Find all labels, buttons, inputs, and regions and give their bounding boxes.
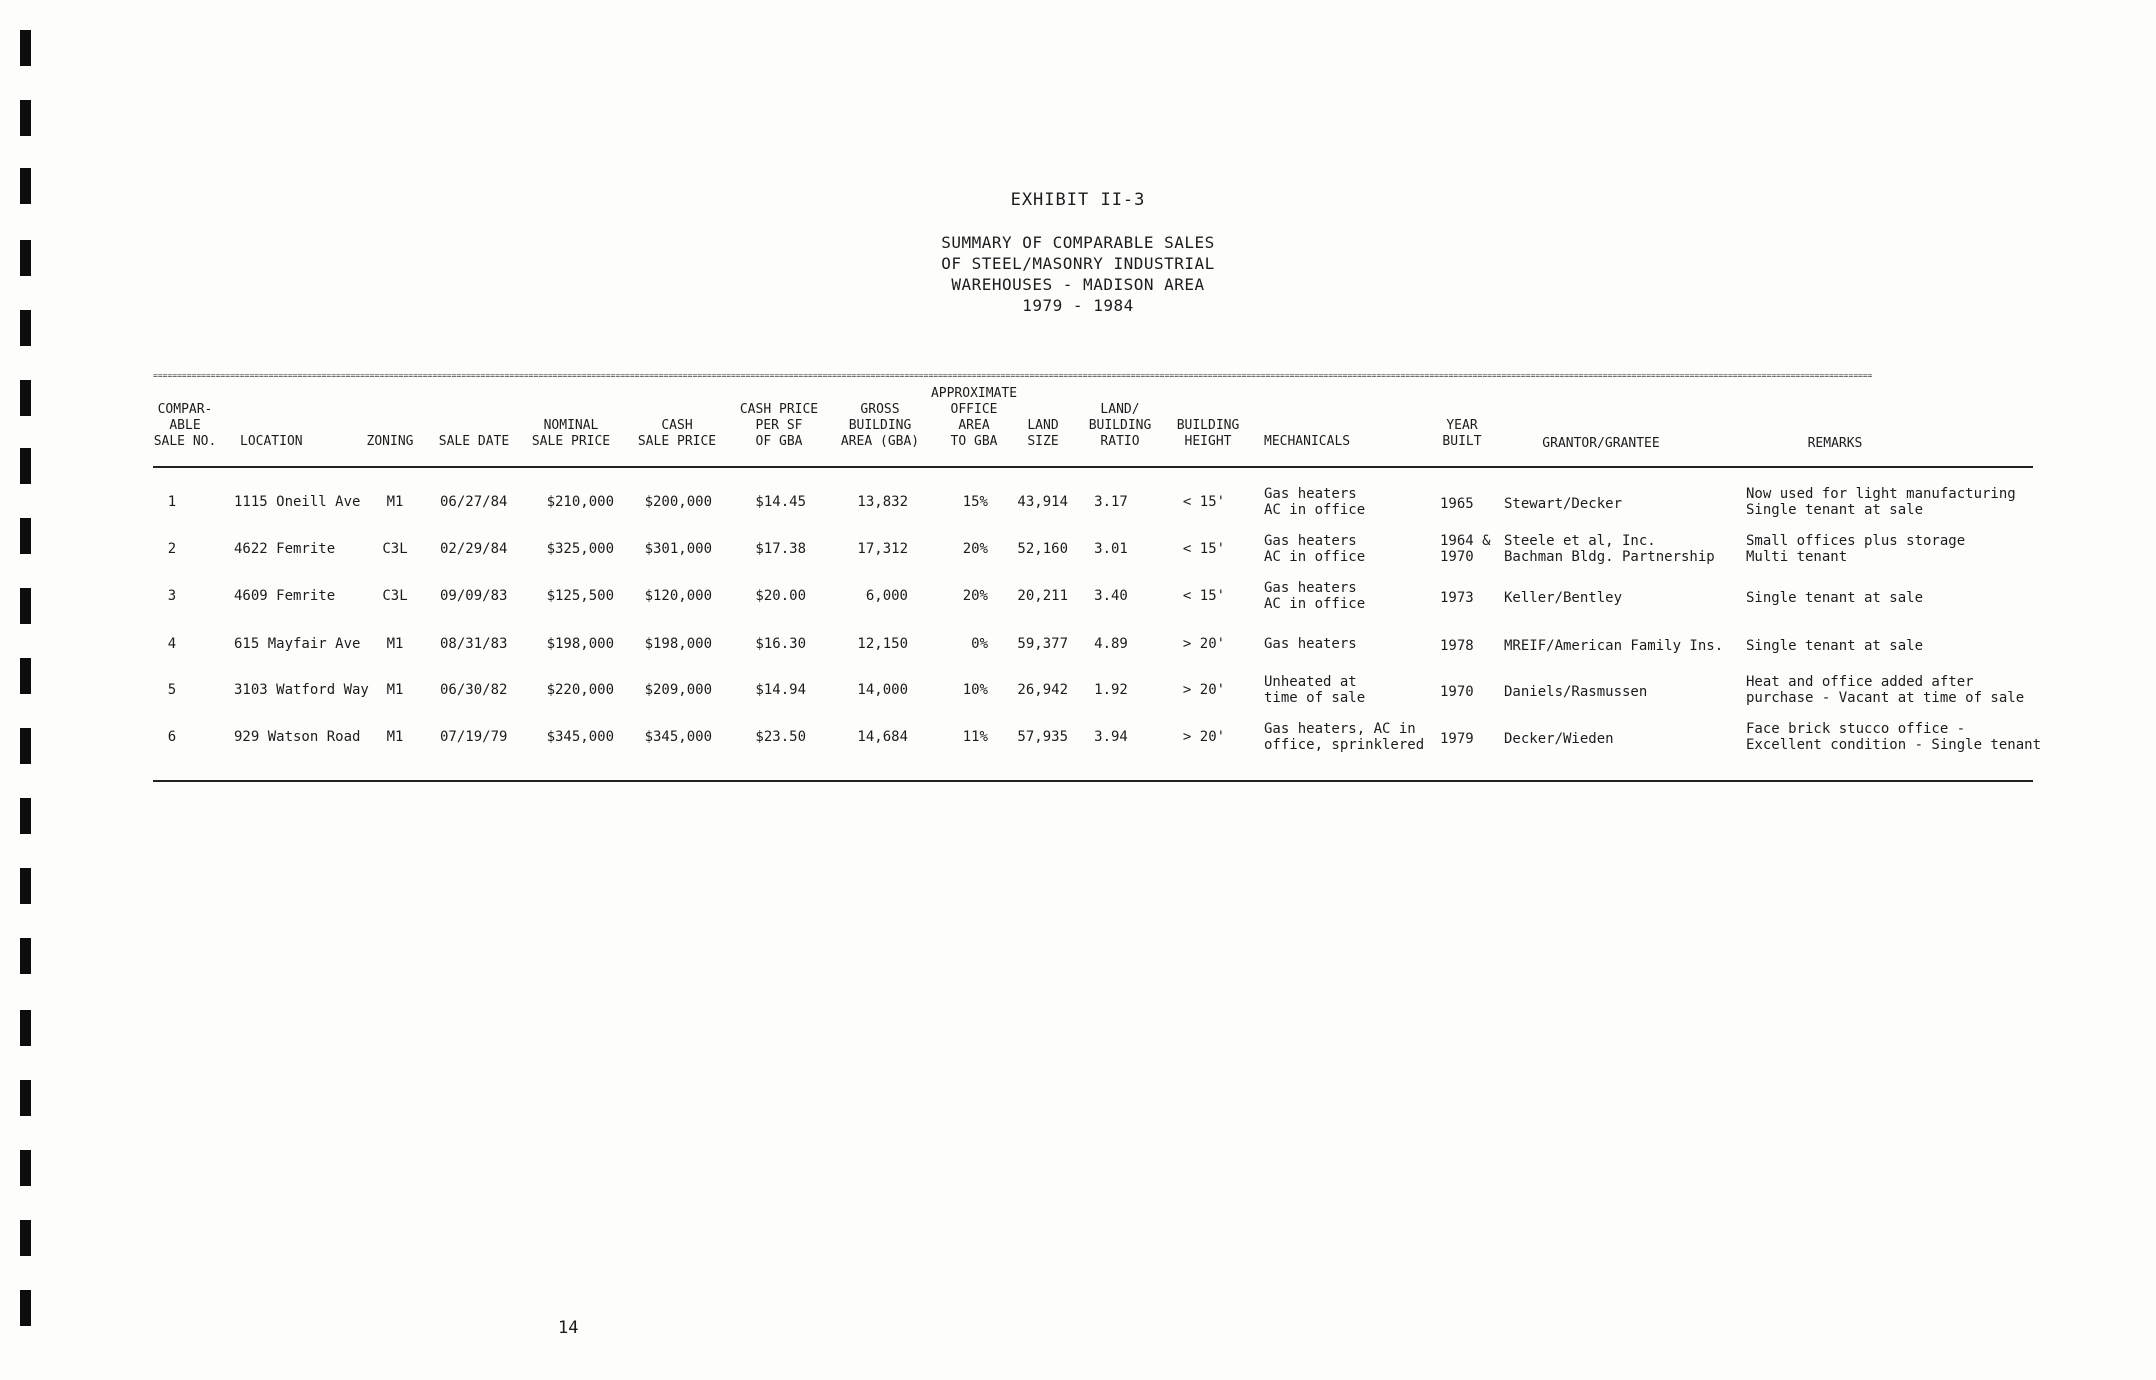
binding-mark (20, 658, 31, 694)
table-cell-0-10: 3.17 (1094, 494, 1128, 510)
title-line-4: 1979 - 1984 (1022, 296, 1134, 315)
table-cell-3-2: M1 (386, 636, 404, 652)
table-cell-2-12: Gas heaters AC in office (1264, 580, 1366, 612)
table-cell-3-13: 1978 (1440, 638, 1474, 654)
table-cell-2-0: 3 (167, 588, 177, 604)
table-cell-3-7: 12,150 (857, 636, 908, 652)
column-header-12: MECHANICALS (1264, 434, 1351, 449)
table-cell-0-4: $210,000 (546, 494, 614, 510)
table-cell-4-15: Heat and office added after purchase - Vacant at time of sale (1746, 674, 2025, 706)
table-cell-5-12: Gas heaters, AC in office, sprinklered (1264, 721, 1425, 753)
table-cell-5-6: $23.50 (755, 729, 806, 745)
table-cell-1-5: $301,000 (644, 541, 712, 557)
table-cell-1-3: 02/29/84 (440, 541, 508, 557)
table-cell-2-2: C3L (382, 588, 408, 604)
column-header-5: CASH SALE PRICE (637, 418, 717, 449)
table-cell-0-12: Gas heaters AC in office (1264, 486, 1366, 518)
table-cell-4-13: 1970 (1440, 684, 1474, 700)
table-cell-3-10: 4.89 (1094, 636, 1128, 652)
binding-mark (20, 1080, 31, 1116)
table-cell-5-15: Face brick stucco office - Excellent condition - Single tenant (1746, 721, 2042, 753)
table-cell-2-6: $20.00 (755, 588, 806, 604)
table-cell-3-3: 08/31/83 (440, 636, 508, 652)
table-cell-1-8: 20% (962, 541, 988, 557)
column-header-9: LAND SIZE (1027, 418, 1059, 449)
column-header-11: BUILDING HEIGHT (1176, 418, 1240, 449)
table-cell-0-0: 1 (167, 494, 177, 510)
column-header-3: SALE DATE (438, 434, 510, 449)
binding-mark (20, 938, 31, 974)
table-cell-2-7: 6,000 (865, 588, 908, 604)
table-cell-3-0: 4 (167, 636, 177, 652)
table-cell-1-15: Small offices plus storage Multi tenant (1746, 533, 1966, 565)
table-cell-2-3: 09/09/83 (440, 588, 508, 604)
table-bottom-rule (153, 780, 2033, 782)
table-cell-0-11: < 15' (1182, 494, 1226, 510)
table-cell-5-5: $345,000 (644, 729, 712, 745)
table-cell-2-8: 20% (962, 588, 988, 604)
table-cell-3-5: $198,000 (644, 636, 712, 652)
table-cell-4-3: 06/30/82 (440, 682, 508, 698)
table-cell-3-6: $16.30 (755, 636, 806, 652)
table-cell-1-9: 52,160 (1017, 541, 1068, 557)
table-cell-5-2: M1 (386, 729, 404, 745)
table-cell-5-9: 57,935 (1017, 729, 1068, 745)
header-bottom-rule (153, 466, 2033, 468)
binding-mark (20, 588, 31, 624)
table-cell-3-4: $198,000 (546, 636, 614, 652)
table-cell-1-11: < 15' (1182, 541, 1226, 557)
table-cell-3-1: 615 Mayfair Ave (234, 636, 361, 652)
table-cell-2-14: Keller/Bentley (1504, 590, 1623, 606)
table-cell-0-2: M1 (386, 494, 404, 510)
table-cell-1-0: 2 (167, 541, 177, 557)
title-line-1: SUMMARY OF COMPARABLE SALES (941, 233, 1215, 252)
table-cell-3-11: > 20' (1182, 636, 1226, 652)
table-cell-0-15: Now used for light manufacturing Single tenant at sale (1746, 486, 2016, 518)
table-cell-4-11: > 20' (1182, 682, 1226, 698)
binding-mark (20, 1010, 31, 1046)
title-line-3: WAREHOUSES - MADISON AREA (951, 275, 1205, 294)
binding-mark (20, 30, 31, 66)
page-number: 14 (558, 1318, 579, 1338)
binding-mark (20, 728, 31, 764)
binding-mark (20, 1220, 31, 1256)
table-cell-4-8: 10% (962, 682, 988, 698)
column-header-2: ZONING (366, 434, 414, 449)
table-cell-3-14: MREIF/American Family Ins. (1504, 638, 1724, 654)
binding-mark (20, 868, 31, 904)
binding-mark (20, 100, 31, 136)
table-cell-1-2: C3L (382, 541, 408, 557)
column-header-10: LAND/ BUILDING RATIO (1088, 402, 1152, 449)
table-cell-5-4: $345,000 (546, 729, 614, 745)
table-cell-0-9: 43,914 (1017, 494, 1068, 510)
table-cell-2-10: 3.40 (1094, 588, 1128, 604)
table-cell-1-6: $17.38 (755, 541, 806, 557)
column-header-0: COMPAR- ABLE SALE NO. (153, 402, 217, 449)
table-cell-2-5: $120,000 (644, 588, 712, 604)
column-header-14: GRANTOR/GRANTEE (1542, 436, 1660, 451)
binding-mark (20, 448, 31, 484)
binding-mark (20, 1150, 31, 1186)
table-cell-1-14: Steele et al, Inc. Bachman Bldg. Partnership (1504, 533, 1715, 565)
table-cell-4-9: 26,942 (1017, 682, 1068, 698)
table-cell-4-2: M1 (386, 682, 404, 698)
table-cell-5-11: > 20' (1182, 729, 1226, 745)
table-cell-3-8: 0% (971, 636, 988, 652)
table-cell-3-9: 59,377 (1017, 636, 1068, 652)
table-cell-1-12: Gas heaters AC in office (1264, 533, 1366, 565)
column-header-15: REMARKS (1807, 436, 1863, 451)
table-cell-4-12: Unheated at time of sale (1264, 674, 1366, 706)
table-cell-0-3: 06/27/84 (440, 494, 508, 510)
table-cell-1-10: 3.01 (1094, 541, 1128, 557)
table-cell-5-13: 1979 (1440, 731, 1474, 747)
table-cell-0-1: 1115 Oneill Ave (234, 494, 361, 510)
table-cell-2-4: $125,500 (546, 588, 614, 604)
table-cell-4-14: Daniels/Rasmussen (1504, 684, 1648, 700)
table-cell-5-14: Decker/Wieden (1504, 731, 1614, 747)
title-line-2: OF STEEL/MASONRY INDUSTRIAL (941, 254, 1215, 273)
binding-mark (20, 380, 31, 416)
table-cell-4-1: 3103 Watford Way (234, 682, 369, 698)
table-cell-2-13: 1973 (1440, 590, 1474, 606)
table-cell-4-0: 5 (167, 682, 177, 698)
column-header-4: NOMINAL SALE PRICE (531, 418, 611, 449)
table-cell-0-5: $200,000 (644, 494, 712, 510)
table-cell-5-0: 6 (167, 729, 177, 745)
table-cell-5-8: 11% (962, 729, 988, 745)
table-cell-0-8: 15% (962, 494, 988, 510)
table-cell-2-1: 4609 Femrite (234, 588, 336, 604)
table-cell-5-3: 07/19/79 (440, 729, 508, 745)
column-header-1: LOCATION (240, 434, 303, 449)
column-header-13: YEAR BUILT (1442, 418, 1482, 449)
column-header-6: CASH PRICE PER SF OF GBA (739, 402, 819, 449)
table-cell-4-10: 1.92 (1094, 682, 1128, 698)
table-cell-1-4: $325,000 (546, 541, 614, 557)
table-cell-4-4: $220,000 (546, 682, 614, 698)
table-cell-4-5: $209,000 (644, 682, 712, 698)
table-cell-3-12: Gas heaters (1264, 636, 1357, 652)
table-cell-5-1: 929 Watson Road (234, 729, 361, 745)
table-cell-0-7: 13,832 (857, 494, 908, 510)
column-header-8: APPROXIMATE OFFICE AREA TO GBA (930, 386, 1018, 449)
table-cell-2-15: Single tenant at sale (1746, 590, 1924, 606)
table-cell-1-1: 4622 Femrite (234, 541, 336, 557)
table-cell-1-13: 1964 & 1970 (1440, 533, 1491, 565)
table-cell-0-14: Stewart/Decker (1504, 496, 1623, 512)
exhibit-label: EXHIBIT II-3 (1010, 190, 1146, 210)
table-cell-4-6: $14.94 (755, 682, 806, 698)
binding-mark (20, 1290, 31, 1326)
table-cell-4-7: 14,000 (857, 682, 908, 698)
column-header-7: GROSS BUILDING AREA (GBA) (840, 402, 920, 449)
table-cell-1-7: 17,312 (857, 541, 908, 557)
binding-mark (20, 518, 31, 554)
table-cell-0-13: 1965 (1440, 496, 1474, 512)
table-cell-5-7: 14,684 (857, 729, 908, 745)
binding-mark (20, 798, 31, 834)
table-top-separator: ===================================================================================================================================================================================================================================================================================================================================================================== (153, 372, 1873, 380)
table-cell-2-9: 20,211 (1017, 588, 1068, 604)
table-cell-0-6: $14.45 (755, 494, 806, 510)
table-cell-2-11: < 15' (1182, 588, 1226, 604)
table-cell-3-15: Single tenant at sale (1746, 638, 1924, 654)
table-cell-5-10: 3.94 (1094, 729, 1128, 745)
